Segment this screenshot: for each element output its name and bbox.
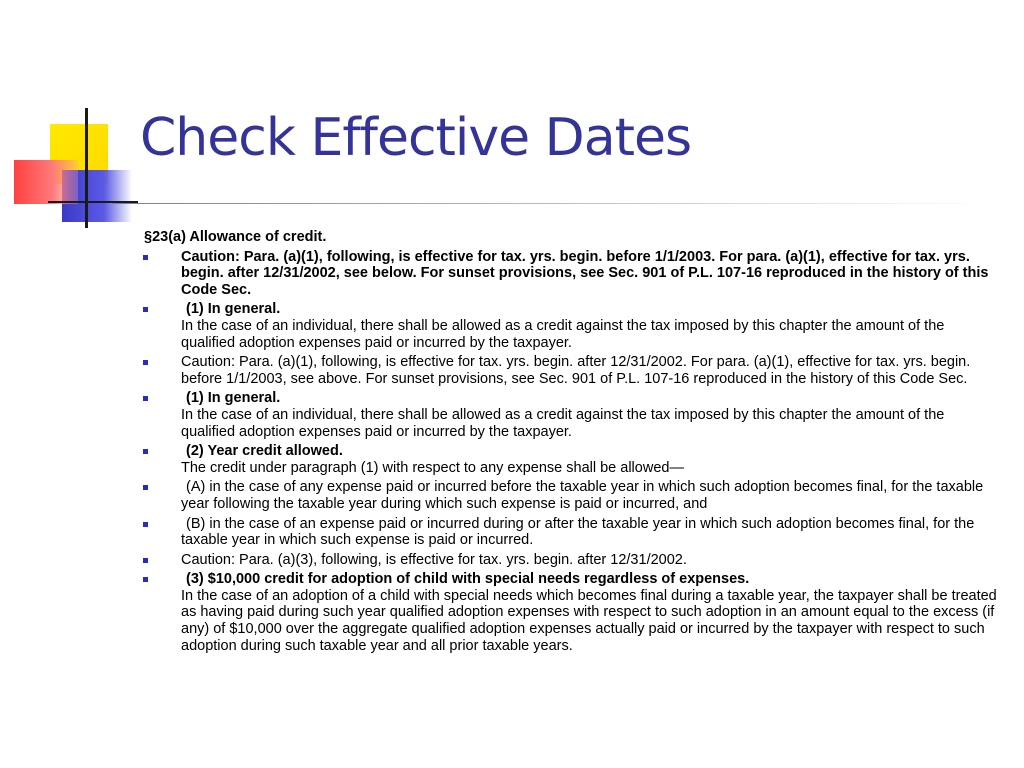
bullet-marker xyxy=(143,577,148,582)
caution-text: Caution: Para. (a)(1), following, is effective for tax. yrs. begin. before 1/1/2003. For para. (a)(1), effective for tax. yrs. begin. after 12/31/2002, see below. For sunset provisions, see Sec. 901 of P.L. 107-16 reproduced in the history of this Code Sec. xyxy=(181,248,989,298)
decorative-vertical-line xyxy=(85,108,88,228)
list-item-1 xyxy=(140,249,1000,299)
paragraph-heading: (3) $10,000 credit for adoption of child with special needs regardless of expenses. xyxy=(186,571,750,588)
list-item-2 xyxy=(140,301,1000,351)
bullet-marker xyxy=(143,360,148,365)
bullet-list xyxy=(140,249,1000,655)
bullet-marker xyxy=(143,396,148,401)
paragraph-heading: (2) Year credit allowed. xyxy=(186,443,343,460)
paragraph-text: In the case of an individual, there shall be allowed as a credit against the tax imposed by this chapter the amount of the qualified adoption expenses paid or incurred by the taxpayer. xyxy=(181,317,945,351)
list-item-4 xyxy=(140,390,1000,440)
list-item-7 xyxy=(140,516,1000,549)
paragraph-text: In the case of an adoption of a child with special needs which becomes final during a taxable year, the taxpayer shall be treated as having paid during such year qualified adoption expenses with respect to such adoption in an amount equal to the excess (if any) of $10,000 over the aggregate qualified adoption expenses actually paid or incurred by the taxpayer with respect to such adoption during such taxable year and all prior taxable years. xyxy=(181,587,997,654)
paragraph-text: In the case of an individual, there shall be allowed as a credit against the tax imposed by this chapter the amount of the qualified adoption expenses paid or incurred by the taxpayer. xyxy=(181,406,945,440)
title-divider xyxy=(112,203,992,204)
list-item-6 xyxy=(140,479,1000,512)
bullet-marker xyxy=(143,255,148,260)
bullet-marker xyxy=(143,449,148,454)
subparagraph-text: (B) in the case of an expense paid or incurred during or after the taxable year in which such adoption becomes final, for the taxable year in which such expense is paid or incurred. xyxy=(181,515,975,549)
decorative-red-square xyxy=(14,160,78,204)
list-item-9 xyxy=(140,571,1000,654)
bullet-marker xyxy=(143,558,148,563)
paragraph-text: The credit under paragraph (1) with respect to any expense shall be allowed— xyxy=(181,459,684,476)
paragraph-heading: (1) In general. xyxy=(186,301,281,318)
bullet-marker xyxy=(143,485,148,490)
paragraph-heading: (1) In general. xyxy=(186,390,281,407)
bullet-marker xyxy=(143,522,148,527)
caution-text: Caution: Para. (a)(3), following, is effective for tax. yrs. begin. after 12/31/2002. xyxy=(181,551,687,568)
slide-body xyxy=(140,229,1000,657)
section-heading: §23(a) Allowance of credit. xyxy=(144,229,327,245)
bullet-marker xyxy=(143,307,148,312)
list-item-3 xyxy=(140,354,1000,387)
list-item-5 xyxy=(140,443,1000,476)
subparagraph-text: (A) in the case of any expense paid or incurred before the taxable year in which such adoption becomes final, for the taxable year following the taxable year during which such expense is paid or incurred, and xyxy=(181,479,984,512)
caution-text: Caution: Para. (a)(1), following, is effective for tax. yrs. begin. after 12/31/2002. For para. (a)(1), effective for tax. yrs. begin. before 1/1/2003, see above. For sunset provisions, see Sec. 901 of P.L. 107-16 reproduced in the history of this Code Sec. xyxy=(181,354,971,387)
list-item-8 xyxy=(140,552,1000,569)
slide-title: Check Effective Dates xyxy=(140,108,692,168)
